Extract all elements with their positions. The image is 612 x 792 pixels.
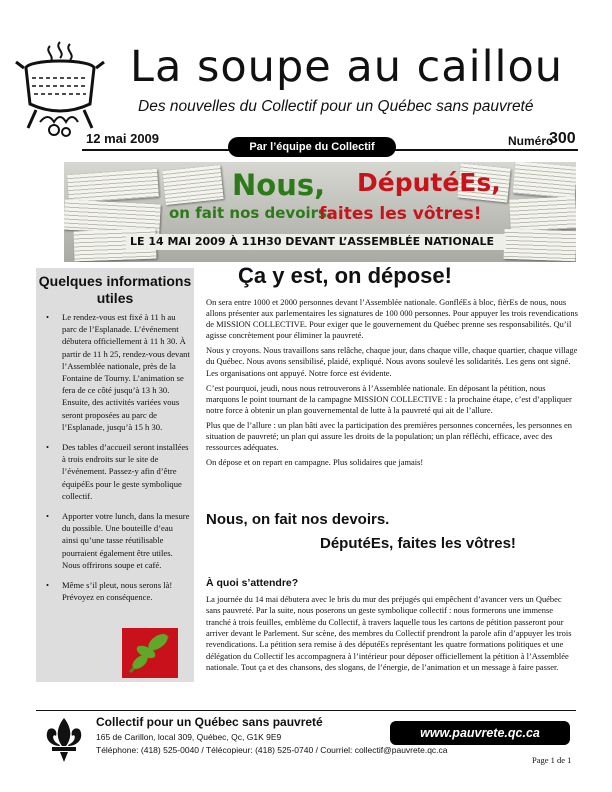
slogan-line-1: Nous, on fait nos devoirs. [206,511,390,528]
sidebar-list [44,311,190,611]
newsletter-subtitle: Des nouvelles du Collectif pour un Québec sans pauvreté [138,98,534,115]
page-number: Page 1 de 1 [532,755,572,765]
sidebar-list-item: • Apporter votre lunch, dans la mesure du possible. Une bouteille d’eau ainsi qu’une tasse réutilisable pourraient également être utiles. Nous offrirons soupe et café. [44,510,190,571]
footer-address: 165 de Carillon, local 309, Québec, Qc, G1K 9E9 [96,732,282,742]
issue-date: 12 mai 2009 [86,131,160,146]
issue-number: 300 [549,130,576,147]
banner-date-line: LE 14 MAI 2009 À 11H30 DEVANT L’ASSEMBLÉE NATIONALE [130,235,495,248]
leaf-icon [122,628,178,678]
banner-headline-devoirs: on fait nos devoirs. [169,204,333,222]
footer-contact: Téléphone: (418) 525-0040 / Télécopieur: (418) 525-0740 / Courriel: collectif@pauvrete.qc.ca [96,745,448,755]
article-paragraph: C’est pourquoi, jeudi, nous nous retrouverons à l’Assemblée nationale. En déposant la pétition, nous marquons le point tournant de la campagne MISSION COLLECTIVE : la prochaine étape, c’est d’appliquer notre force à obtenir un plan gouvernemental de lutte à la pauvreté qui ait de l’allure. [206,382,572,415]
banner-headline-nous: Nous, [232,168,326,202]
newsletter-title: La soupe au caillou [130,42,564,92]
section-paragraph: La journée du 14 mai débutera avec le bris du mur des préjugés qui empêchent d’avancer vers un Québec sans pauvreté. Par la suite, nous poserons un geste symbolique collectif : nous formerons une immense tranché à trois feuilles, emblème du Collectif, à travers laquelle tous les cartons de pétition passeront pour arriver devant le Parlement. Sur scène, des membres du Collectif prendront la parole afin d’appuyer les trois revendications. La pétition sera remise à des députéEs représentant les quatre formations politiques et une délégation du Collectif les accompagnera à l’intérieur pour déposer officiellement la pétition à l’Assemblée nationale. Tout ça et des chansons, des slogans, de l’énergie, de l’animation et un message à faire passer. [206,594,572,673]
banner-headline-votres: faites les vôtres! [319,204,482,224]
footer-org-name: Collectif pour un Québec sans pauvreté [96,715,323,729]
footer-divider [36,710,576,711]
fleur-de-lis-icon [42,716,86,764]
section-subheading: À quoi s’attendre? [206,577,299,589]
website-link[interactable]: www.pauvrete.qc.ca [390,721,570,745]
article-paragraph: On dépose et on repart en campagne. Plus solidaires que jamais! [206,457,424,468]
soup-pot-icon [14,38,106,138]
sidebar-list-item: • Même s’il pleut, nous serons là! Prévoyez en conséquence. [44,579,190,603]
article-heading: Ça y est, on dépose! [238,263,452,288]
sidebar-title: Quelques informations utiles [38,273,192,306]
banner-photo [64,162,576,262]
article-paragraph: Plus que de l’allure : un plan bâti avec la participation des premières personnes concernées, les personnes en situation de pauvreté; un plan qui assure les droits de la population; un plan réfléchi, efficace, avec des ressources adéquates. [206,419,572,453]
article-paragraph: On sera entre 1000 et 2000 personnes devant l’Assemblée nationale. GonfléEs à bloc, fièrEs de nous, nous allons présenter aux parlementaires les signatures de 100 000 personnes. Pour appuyer les trois revendications de MISSION COLLECTIVE. Pour exiger que le gouvernement du Québec prenne ses responsabilités. Qu’il agisse concrètement pour éliminer la pauvreté. [206,297,578,341]
article-paragraph: Nous y croyons. Nous travaillons sans relâche, chaque jour, dans chaque ville, chaque quartier, chaque village du Québec. Nous avons sensibilisé, plaidé, expliqué. Nous avons soulevé les solidarités. Les gens ont signé. Les organisations ont appuyé. Notre force est évidente. [206,345,578,378]
article-body [206,297,578,472]
issue-number-label: Numéro [508,134,554,148]
sidebar-list-item: • Des tables d’accueil seront installées à trois endroits sur le site de l’événement. Passez-y afin d’être équipéEs pour le geste symbolique collectif. [44,441,190,502]
slogan-line-2: DéputéEs, faites les vôtres! [320,535,516,552]
byline-badge: Par l’équipe du Collectif [228,137,396,157]
banner-headline-deputes: DéputéEs, [357,168,501,197]
sidebar-list-item: • Le rendez-vous est fixé à 11 h au parc de l’Esplanade. L’événement débutera officiellement à 11 h 30. À partir de 11 h 25, rendez-vous devant l’Assemblée nationale, près de la Fontaine de Tourny. L’animation se fera de ce côté jusqu’à 13 h 30. Ensuite, des activités variées vous seront proposées au parc de l’Esplanade, jusqu’à 15 h 30. [44,311,190,433]
